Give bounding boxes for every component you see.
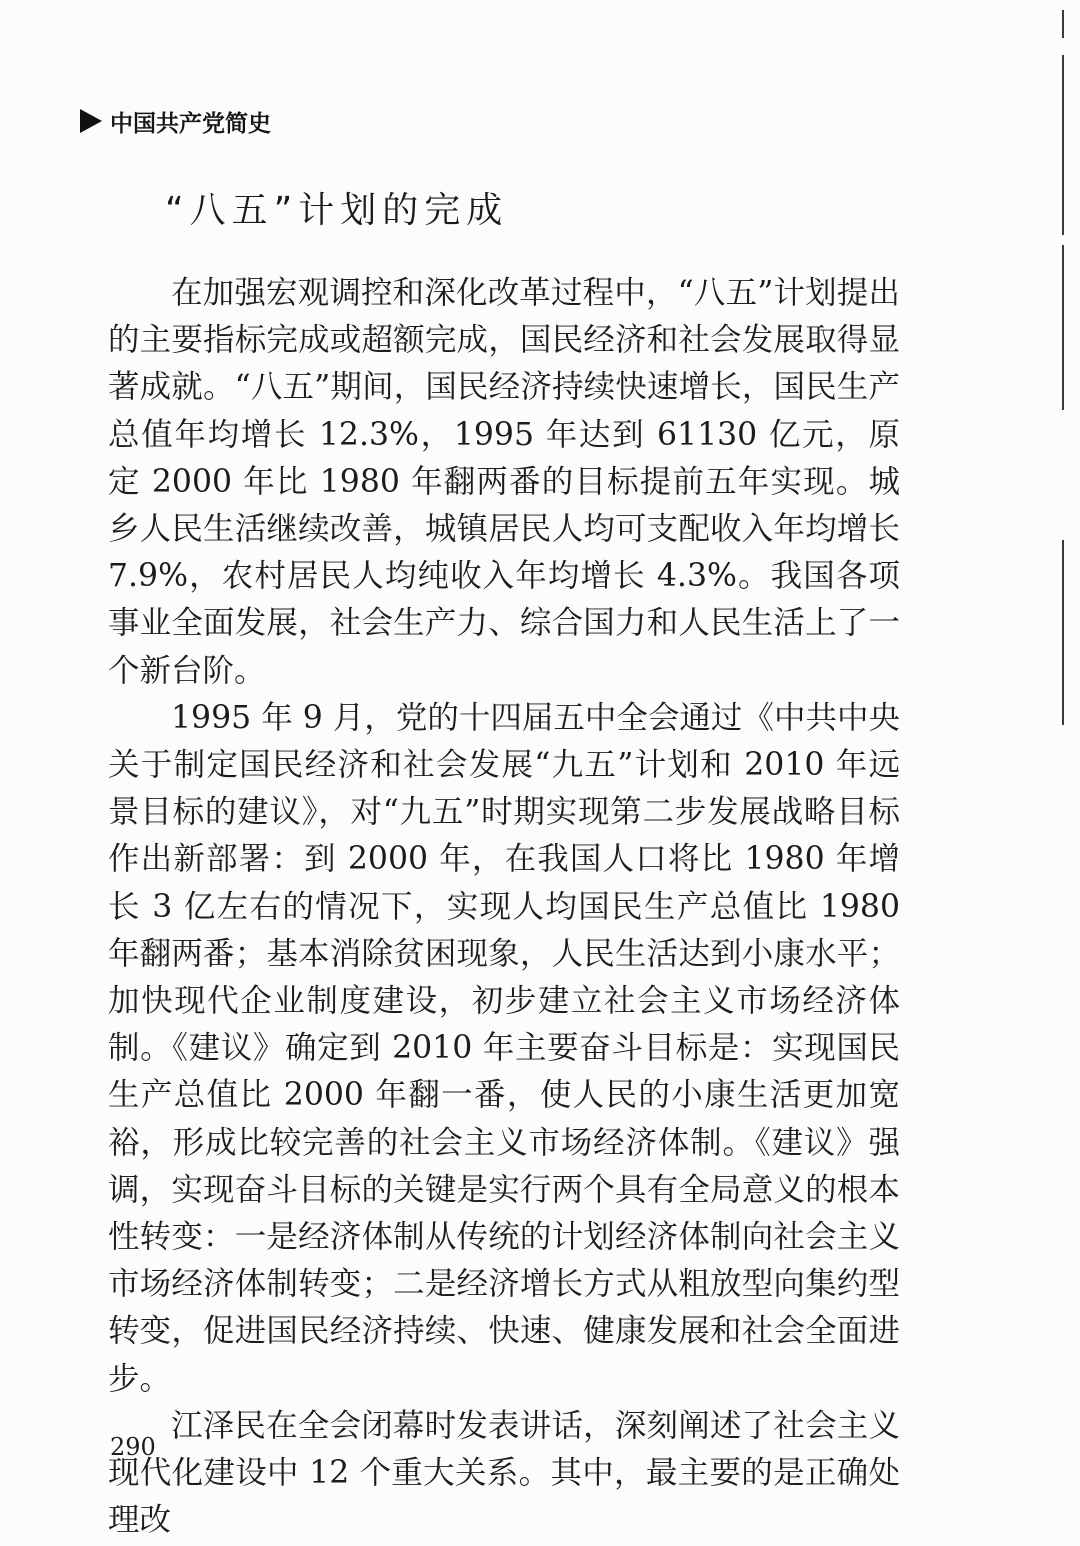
page-edge-mark <box>1062 245 1064 410</box>
paragraph: 1995 年 9 月，党的十四届五中全会通过《中共中央关于制定国民经济和社会发展“九五”计划和 2010 年远景目标的建议》，对“九五”时期实现第二步发展战略目标作出新部署：到 2000 年，在我国人口将比 1980 年增长 3 亿左右的情况下，实现人均国民生产总值比 1980 年翻两番；基本消除贫困现象，人民生活达到小康水平；加快现代企业制度建设，初步建立社会主义市场经济体制。《建议》确定到 2010 年主要奋斗目标是：实现国民生产总值比 2000 年翻一番，使人民的小康生活更加宽裕，形成比较完善的社会主义市场经济体制。《建议》强调，实现奋斗目标的关键是实行两个具有全局意义的根本性转变：一是经济体制从传统的计划经济体制向社会主义市场经济体制转变；二是经济增长方式从粗放型向集约型转变，促进国民经济持续、快速、健康发展和社会全面进步。 <box>108 699 900 1397</box>
triangle-arrow-icon <box>80 109 102 133</box>
section-title: “八五”计划的完成 <box>165 190 509 231</box>
running-head-title: 中国共产党简史 <box>110 110 271 137</box>
page-number: 290 <box>110 1433 156 1461</box>
page-edge-mark <box>1062 10 1064 38</box>
body-text <box>108 270 900 1544</box>
paragraph: 在加强宏观调控和深化改革过程中，“八五”计划提出的主要指标完成或超额完成，国民经济和社会发展取得显著成就。“八五”期间，国民经济持续快速增长，国民生产总值年均增长 12.3%，1995 年达到 61130 亿元，原定 2000 年比 1980 年翻两番的目标提前五年实现。城乡人民生活继续改善，城镇居民人均可支配收入年均增长 7.9%，农村居民人均纯收入年均增长 4.3%。我国各项事业全面发展，社会生产力、综合国力和人民生活上了一个新台阶。 <box>108 275 900 689</box>
page-edge-mark <box>1062 55 1064 235</box>
paragraph: 江泽民在全会闭幕时发表讲话，深刻阐述了社会主义现代化建设中 12 个重大关系。其中，最主要的是正确处理改 <box>108 1407 900 1539</box>
running-head <box>80 104 271 138</box>
page-edge-mark <box>1062 540 1064 725</box>
